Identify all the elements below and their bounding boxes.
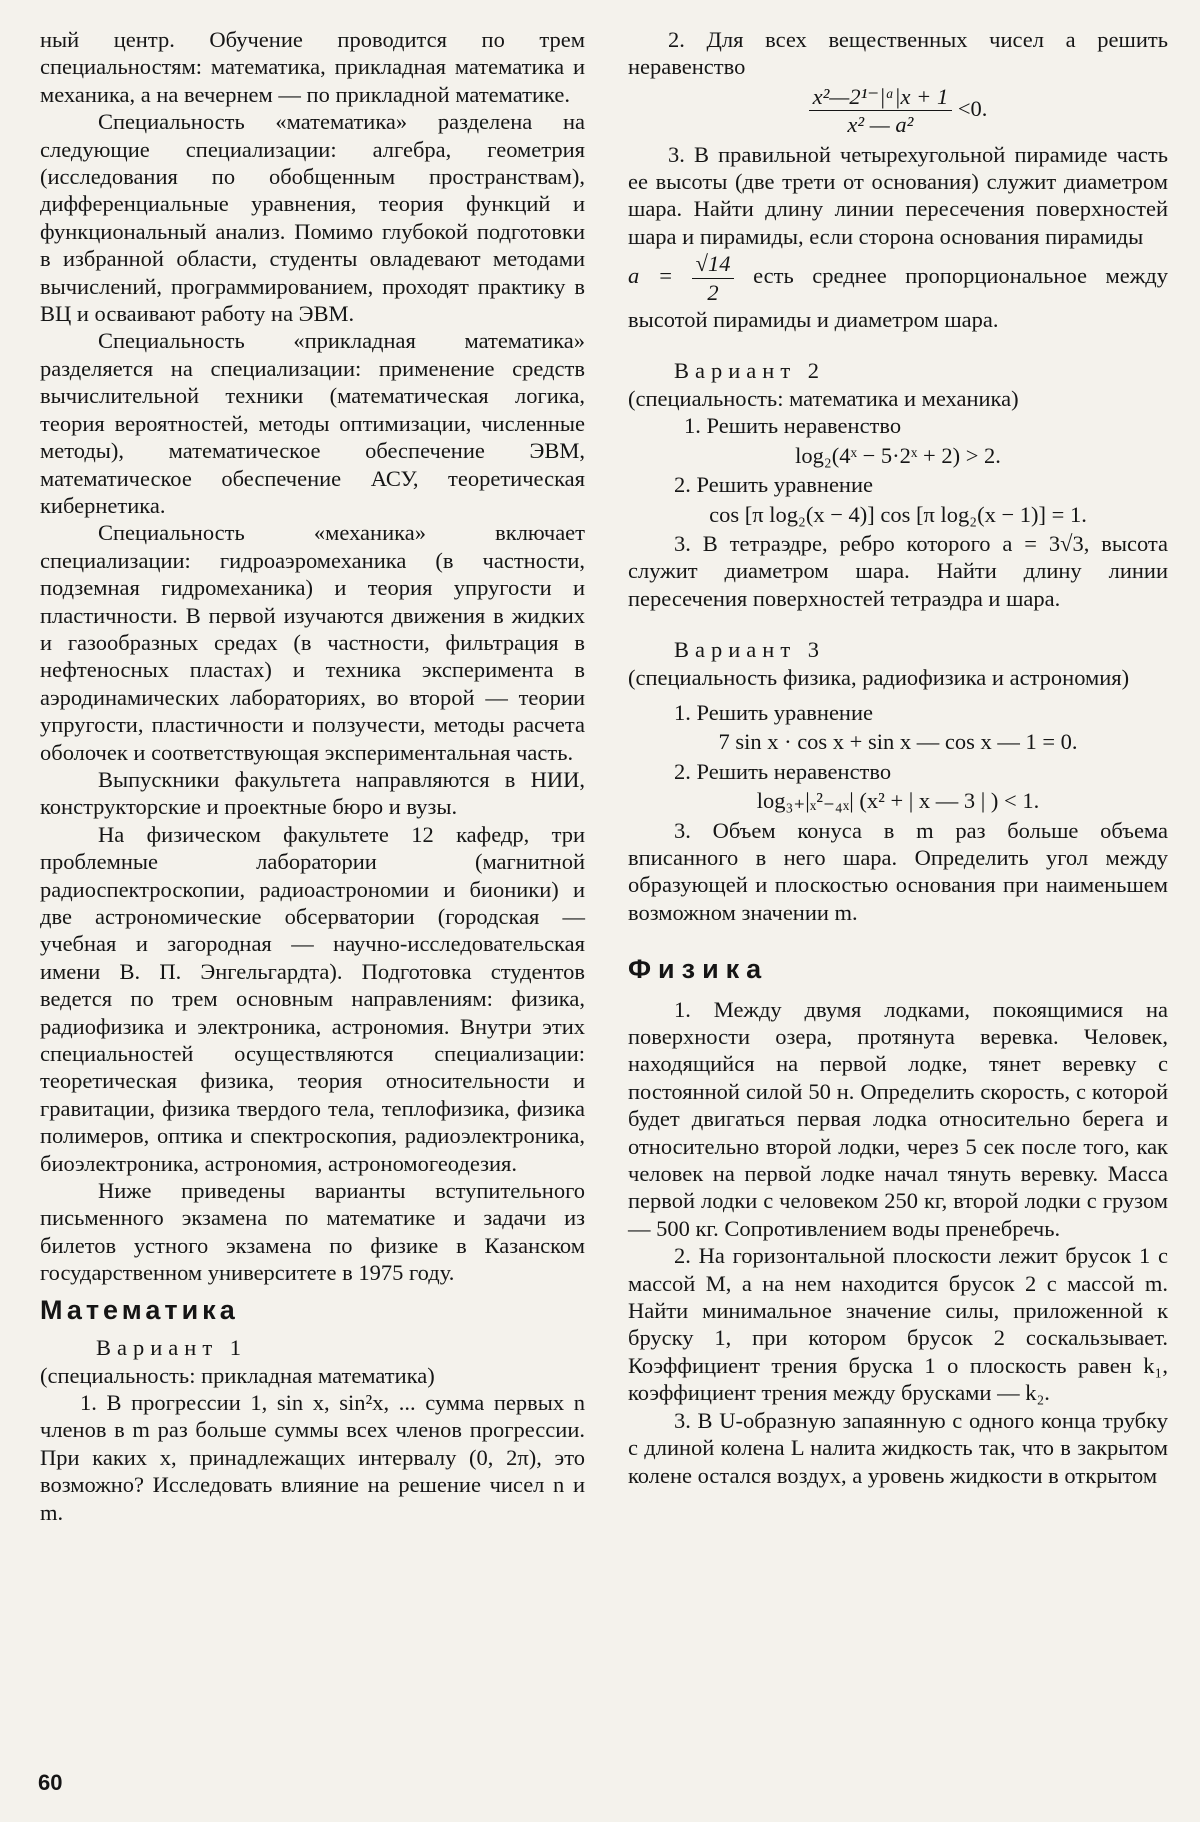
paragraph-physics-faculty: На физическом факультете 12 кафедр, три проблемные лаборатории (магнитной радиоспектроскопии, радиоастрономии и бионики) и две астрономические обсерватории (городская — учебная и загородная — научно-исследовательская имени В. П. Энгельгардта). Подготовка студентов ведется по трем основным направлениям: физика, радиофизика и электроника, астрономия. Внутри этих специальностей осуществляются специализации: теоретическая физика, теория относительности и гравитации, физика твердого тела, теплофизика, физика полимеров, оптика и спектроскопия, радиоэлектроника, биоэлектроника, астрономия, астрономогеодезия. <box>40 821 585 1176</box>
variant-2-subtitle: (специальность: математика и механика) <box>628 385 1019 411</box>
variant-2-title: Вариант 2 <box>674 358 826 384</box>
variant-1-task-2-formula <box>628 83 1168 139</box>
page-number: 60 <box>38 1770 63 1795</box>
fraction-denominator: 2 <box>707 279 719 305</box>
variant-2-task-1-formula: log₂(4ˣ − 5·2ˣ + 2) > 2. <box>795 442 1001 468</box>
variant-1-task-3-tail: есть среднее пропорциональное между высотой пирамиды и диаметром шара. <box>628 263 1169 333</box>
variant-3-title: Вариант 3 <box>674 637 826 663</box>
variant-2-task-2-text: 2. Решить уравнение <box>674 472 873 498</box>
variant-2-task-3: 3. В тетраэдре, ребро которого a = 3√3, высота служит диаметром шара. Найти длину линии пересечения поверхностей тетраэдра и шара. <box>628 530 1168 611</box>
paragraph-applied-specialty: Специальность «прикладная математика» разделяется на специализации: применение средств вычислительной техники (математическая логика, теория вероятностей, методы оптимизации, численные методы), математическое обеспечение ЭВМ, математическое обеспечение АСУ, теоретическая кибернетика. <box>40 328 585 518</box>
variant-1-task-3-text: 3. В правильной четырехугольной пирамиде часть ее высоты (две трети от основания) служит диаметром шара. Найти длину линии пересечения поверхностей шара и пирамиды, если сторона основания пирамиды <box>628 141 1168 249</box>
variant-3-task-1-text: 1. Решить уравнение <box>674 699 873 725</box>
variant-3-task-1-formula: 7 sin x · cos x + sin x — cos x — 1 = 0. <box>718 729 1078 755</box>
variant-3-task-3: 3. Объем конуса в m раз больше объема вписанного в него шара. Определить угол между образующей и плоскостью основания при наименьшем возможном значении m. <box>628 817 1168 925</box>
paragraph-exam-intro: Ниже приведены варианты вступительного письменного экзамена по математике и задачи из билетов устного экзамена по физике в Казанском государственном университете в 1975 году. <box>40 1178 585 1286</box>
fraction <box>692 250 735 306</box>
paragraph-graduates: Выпускники факультета направляются в НИИ, конструкторские и проектные бюро и вузы. <box>40 766 585 820</box>
left-column <box>40 26 585 1526</box>
variant-2-task-2-formula: cos [π log₂(x − 4)] cos [π log₂(x − 1)] = 1. <box>709 501 1087 527</box>
fraction-denominator: x² — a² <box>847 112 914 138</box>
variant-1-subtitle: (специальность: прикладная математика) <box>40 1362 435 1388</box>
variant-1-task-2-text: 2. Для всех вещественных чисел a решить неравенство <box>628 27 1168 80</box>
variant-3-subtitle: (специальность физика, радиофизика и астрономия) <box>628 664 1130 690</box>
heading-mathematics: Математика <box>40 1294 239 1325</box>
paragraph-intro: ный центр. Обучение проводится по трем специальностям: математика, прикладная математика и механика, а на вечернем — по прикладной математике. <box>40 27 585 107</box>
heading-physics: Физика <box>628 954 769 985</box>
paragraph-mechanics-specialty: Специальность «механика» включает специализации: гидроаэромеханика (в частности, подземная гидромеханика) и теория упругости и пластичности. В первой изучаются движения в жидких и газообразных средах (в частности, фильтрация в нефтеносных пластах) и техника эксперимента в аэродинамических лабораториях, во второй — теории упругости, пластичности и ползучести, методы расчета оболочек и соответствующая экспериментальная часть. <box>40 520 585 765</box>
side-label: a = <box>628 263 674 289</box>
variant-3-task-2-formula: log₃₊|ₓ²₋₄ₓ| (x² + | x — 3 | ) < 1. <box>756 788 1040 814</box>
variant-1-task-3-formula <box>628 250 1168 333</box>
variant-3-task-2-text: 2. Решить неравенство <box>674 758 892 784</box>
physics-task-3: 3. В U-образную запаянную с одного конца трубку с длиной колена L налита жидкость так, что в закрытом колене остался воздух, а уровень жидкости в открытом <box>628 1407 1168 1488</box>
right-column <box>628 26 1168 1489</box>
variant-1-title: Вариант 1 <box>96 1335 248 1361</box>
fraction-numerator: √14 <box>692 250 735 278</box>
physics-task-1: 1. Между двумя лодками, покоящимися на поверхности озера, протянута веревка. Человек, находящийся на первой лодке, тянет веревку с постоянной силой 50 н. Определить скорость, с которой будет двигаться первая лодка относительно берега и относительно второй лодки, через 5 сек после того, как человек на первой лодке начал тянуть веревку. Масса первой лодки с человеком 250 кг, второй лодки с грузом — 500 кг. Сопротивлением воды пренебречь. <box>628 996 1168 1241</box>
inequality-sign: <0. <box>957 95 988 121</box>
fraction-numerator: x²—2¹⁻|ᵃ|x + 1 <box>809 83 953 111</box>
variant-1-task-1: 1. В прогрессии 1, sin x, sin²x, ... сумма первых n членов в m раз больше суммы всех членов прогрессии. При каких x, принадлежащих интервалу (0, 2π), это возможно? Исследовать влияние на решение чисел n и m. <box>40 1389 585 1525</box>
paragraph-math-specialty: Специальность «математика» разделена на следующие специализации: алгебра, геометрия (исследования по обобщенным пространствам), дифференциальные уравнения, теория функций и функциональный анализ. Помимо глубокой подготовки в избранной области, студенты овладевают методами вычислений, программированием, проходят практику в ВЦ и осваивают работу на ЭВМ. <box>40 109 585 327</box>
variant-2-task-1-text: 1. Решить неравенство <box>684 413 902 439</box>
physics-task-2: 2. На горизонтальной плоскости лежит брусок 1 с массой M, а на нем находится брусок 2 с массой m. Найти минимальное значение силы, приложенной к бруску 1, при котором брусок 2 соскальзывает. Коэффициент трения бруска 1 о плоскость равен k₁, коэффициент трения между брусками — k₂. <box>628 1243 1168 1406</box>
fraction <box>809 83 953 139</box>
